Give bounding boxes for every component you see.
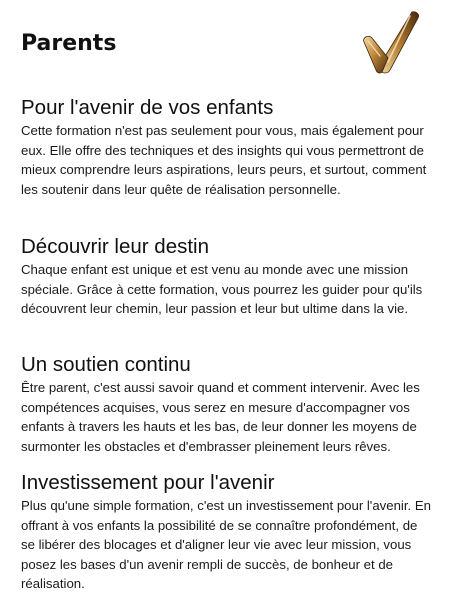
section-body: Être parent, c'est aussi savoir quand et comment intervenir. Avec les compétences acquises, vous serez en mesure d'accompagner vos enfants à travers les hauts et les bas, de leur donner les moyens de surmonter les obstacles et d'embrasser pleinement leurs rêves. [21,380,420,454]
section-soutien-continu [21,352,433,456]
section-body: Plus qu'une simple formation, c'est un investissement pour l'avenir. En offrant à vos enfants la possibilité de se connaître profondément, de se libérer des blocages et d'aligner leur vie avec leur mission, vous posez les bases d'un avenir rempli de succès, de bonheur et de réalisation. [21,498,431,592]
section-heading: Un soutien continu [21,353,191,376]
gold-checkmark-icon [360,8,422,76]
section-decouvrir-destin [21,234,433,319]
section-heading: Investissement pour l'avenir [21,471,275,494]
section-heading: Pour l'avenir de vos enfants [21,96,274,119]
section-avenir-enfants [21,95,433,199]
section-heading: Découvrir leur destin [21,235,209,258]
section-body: Chaque enfant est unique et est venu au monde avec une mission spéciale. Grâce à cette formation, vous pourrez les guider pour qu'ils découvrent leur chemin, leur passion et leur but ultime dans la vie. [21,262,423,317]
section-investissement-avenir [21,470,433,594]
page-title: Parents [21,31,117,56]
section-body: Cette formation n'est pas seulement pour vous, mais également pour eux. Elle offre des techniques et des insights qui vous permettront de mieux comprendre leurs aspirations, leurs peurs, et surtout, comment les soutenir dans leur quête de réalisation personnelle. [21,123,427,197]
